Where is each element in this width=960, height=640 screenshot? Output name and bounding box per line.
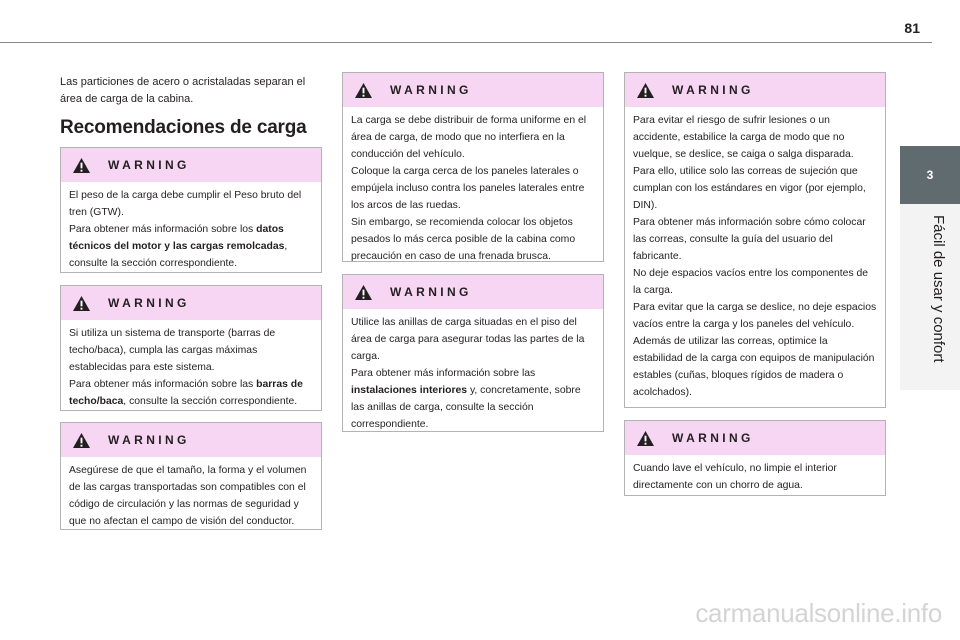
warning-paragraph: El peso de la carga debe cumplir el Peso bruto del tren (GTW).	[69, 190, 302, 218]
warning-paragraph: Cuando lave el vehículo, no limpie el interior directamente con un chorro de agua.	[633, 463, 837, 491]
watermark: carmanualsonline.info	[695, 598, 942, 628]
warning-box-load-size	[60, 422, 322, 530]
warning-paragraph: Coloque la carga cerca de los paneles laterales o empújela incluso contra los paneles laterales entre los arcos de las ruedas.	[351, 166, 585, 211]
section-title: Recomendaciones de carga	[60, 117, 307, 138]
warning-box-roof-bars	[60, 285, 322, 411]
warning-title: WARNING	[672, 83, 754, 97]
warning-triangle-icon	[354, 82, 373, 99]
warning-box-load-securing	[624, 72, 886, 408]
warning-header	[61, 286, 321, 320]
warning-paragraph: Asegúrese de que el tamaño, la forma y el volumen de las cargas transportadas son compatibles con el código de circulación y las normas de seguridad y que no afectan el campo de visión del conductor.	[69, 465, 307, 527]
warning-paragraph: La carga se debe distribuir de forma uniforme en el área de carga, de modo que no interfiera en la conducción del vehículo.	[351, 115, 587, 160]
chapter-tab[interactable]	[900, 146, 960, 204]
warning-header	[61, 148, 321, 182]
warning-paragraph: Para ello, utilice solo las correas de sujeción que cumplan con los estándares en vigor (por ejemplo, DIN).	[633, 166, 866, 211]
warning-header	[61, 423, 321, 457]
warning-box-load-distribution	[342, 72, 604, 262]
warning-paragraph: Sin embargo, se recomienda colocar los objetos pesados lo más cerca posible de la cabina como precaución en caso de una frenada brusca.	[351, 217, 576, 262]
page-number: 81	[904, 20, 920, 36]
warning-body	[625, 455, 885, 500]
warning-title: WARNING	[390, 83, 472, 97]
warning-paragraph: No deje espacios vacíos entre los componentes de la carga.	[633, 268, 869, 296]
warning-title: WARNING	[108, 158, 190, 172]
warning-paragraph: Para obtener más información sobre los datos técnicos del motor y las cargas remolcadas, consulte la sección correspondiente.	[69, 224, 288, 269]
warning-title: WARNING	[390, 285, 472, 299]
warning-title: WARNING	[108, 296, 190, 310]
warning-body	[343, 107, 603, 271]
warning-header	[343, 275, 603, 309]
warning-title: WARNING	[672, 431, 754, 445]
warning-box-washing	[624, 420, 886, 496]
cross-reference: barras de techo/baca	[69, 379, 303, 407]
chapter-title: Fácil de usar y confort	[930, 215, 947, 363]
warning-title: WARNING	[108, 433, 190, 447]
warning-header	[343, 73, 603, 107]
top-divider	[0, 42, 932, 43]
warning-paragraph: Para obtener más información sobre las barras de techo/baca, consulte la sección correspondiente.	[69, 379, 303, 407]
warning-paragraph: Para obtener más información sobre cómo colocar las correas, consulte la guía del usuario del fabricante.	[633, 217, 866, 262]
warning-header	[625, 73, 885, 107]
warning-paragraph: Si utiliza un sistema de transporte (barras de techo/baca), cumpla las cargas máximas establecidas para este sistema.	[69, 328, 276, 373]
warning-paragraph: Para obtener más información sobre las instalaciones interiores y, concretamente, sobre las anillas de carga, consulte la sección correspondiente.	[351, 368, 581, 430]
warning-paragraph: Para evitar que la carga se deslice, no deje espacios vacíos entre la carga y los paneles del vehículo.	[633, 302, 877, 330]
warning-header	[625, 421, 885, 455]
warning-box-gross-weight	[60, 147, 322, 273]
intro-paragraph: Las particiones de acero o acristaladas separan el área de carga de la cabina.	[60, 76, 306, 105]
warning-triangle-icon	[72, 432, 91, 449]
warning-triangle-icon	[72, 157, 91, 174]
chapter-number: 3	[926, 168, 934, 182]
warning-paragraph: Para evitar el riesgo de sufrir lesiones o un accidente, estabilice la carga de modo que no vuelque, se deslice, se caiga o salga disparada.	[633, 115, 854, 160]
cross-reference: datos técnicos del motor y las cargas remolcadas	[69, 224, 285, 252]
warning-triangle-icon	[636, 430, 655, 447]
warning-triangle-icon	[636, 82, 655, 99]
warning-triangle-icon	[354, 284, 373, 301]
warning-body	[61, 320, 321, 416]
warning-body	[343, 309, 603, 439]
warning-paragraph: Utilice las anillas de carga situadas en el piso del área de carga para asegurar todas las partes de la carga.	[351, 317, 585, 362]
warning-triangle-icon	[72, 295, 91, 312]
warning-body	[61, 182, 321, 278]
warning-box-load-rings	[342, 274, 604, 432]
warning-paragraph: Además de utilizar las correas, optimice la estabilidad de la carga con equipos de manipulación estables (cuñas, bloques rígidos de madera o acolchados).	[633, 336, 875, 398]
warning-body	[625, 107, 885, 407]
cross-reference: instalaciones interiores	[351, 385, 468, 396]
warning-body	[61, 457, 321, 536]
